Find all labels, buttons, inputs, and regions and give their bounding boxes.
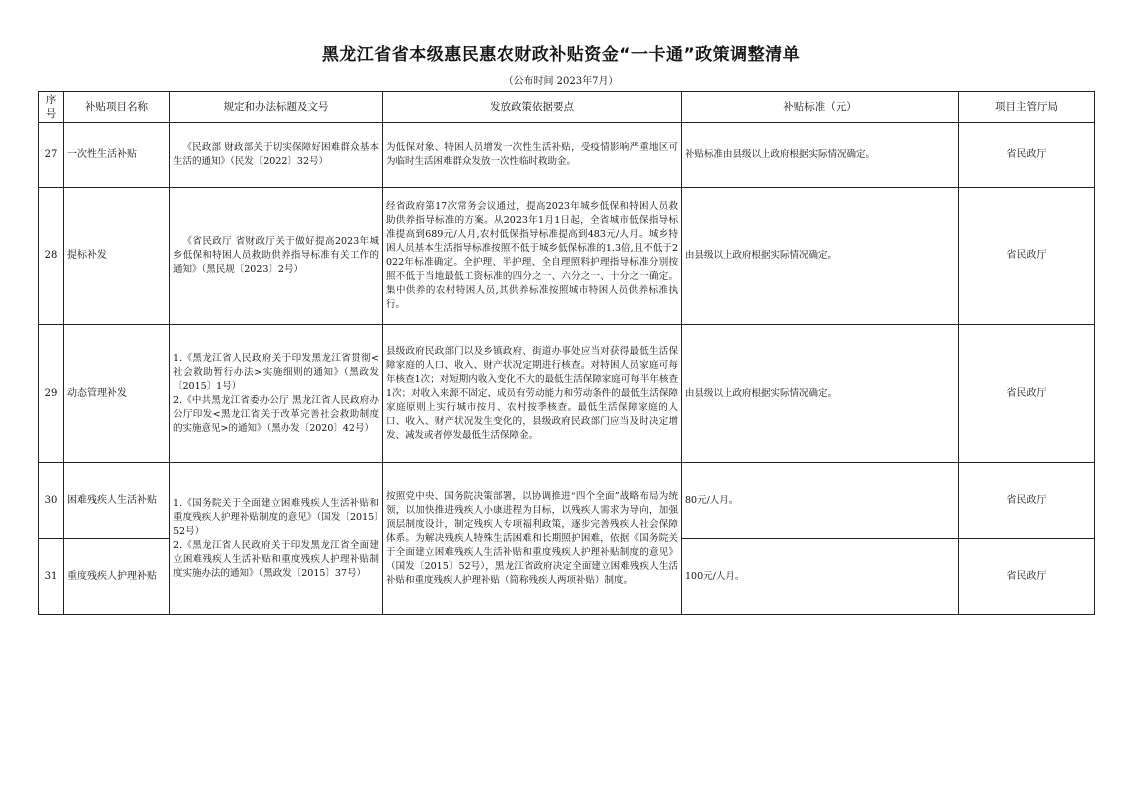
regulation-line: 1.《国务院关于全面建立困难残疾人生活补贴和重度残疾人护理补贴制度的意见》（国发〔2015〕52号）: [173, 497, 379, 537]
header-subsidy-item: 补贴项目名称: [64, 92, 170, 123]
row-regulation-title: [170, 325, 383, 463]
regulation-line: 2.《中共黑龙江省委办公厅 黑龙江省人民政府办公厅印发<黑龙江省关于改革完善社会救助制度的实施意见>的通知》（黑办发〔2020〕42号）: [173, 394, 379, 434]
row-policy-basis: 为低保对象、特困人员增发一次性生活补贴，受疫情影响严重地区可为临时生活困难群众发放一次性临时救助金。: [383, 123, 682, 188]
row-serial-no: 28: [39, 188, 64, 325]
header-department: 项目主管厅局: [959, 92, 1095, 123]
row-subsidy-item: 重度残疾人护理补贴: [64, 539, 170, 615]
row-regulation-title: [170, 463, 383, 615]
row-department: 省民政厅: [959, 123, 1095, 188]
regulation-line: 《省民政厅 省财政厅关于做好提高2023年城乡低保和特困人员救助供养指导标准有关工作的通知》（黑民规〔2023〕2号）: [173, 236, 379, 275]
regulation-line: 《民政部 财政部关于切实保障好困难群众基本生活的通知》（民发〔2022〕32号）: [173, 142, 379, 167]
row-policy-basis: 经省政府第17次常务会议通过，提高2023年城乡低保和特困人员救助供养指导标准的方案。从2023年1月1日起，全省城市低保指导标准提高到689元/人月,农村低保指导标准提高到483元/人月。城乡特困人员基本生活指导标准按照不低于城乡低保标准的1.3倍,且不低于2022年标准确定。全护理、半护理、全自理照料护理指导标准分别按照不低于当地最低工资标准的四分之一、六分之一、十分之一确定。集中供养的农村特困人员,其供养标准按照城市特困人员供养标准执行。: [383, 188, 682, 325]
table-row: [39, 188, 1095, 325]
table-row: [39, 123, 1095, 188]
row-policy-basis: 县级政府民政部门以及乡镇政府、街道办事处应当对获得最低生活保障家庭的人口、收入、财产状况定期进行核查。对特困人员家庭可每年核查1次；对短期内收入变化不大的最低生活保障家庭可每半年核查1次；对收入来源不固定、成员有劳动能力和劳动条件的最低生活保障家庭原则上实行城市按月、农村按季核查。最低生活保障家庭的人口、收入、财产状况发生变化的，县级政府民政部门应当及时决定增发、减发或者停发最低生活保障金。: [383, 325, 682, 463]
row-subsidy-standard: 80元/人月。: [682, 463, 959, 539]
header-regulation-title: 规定和办法标题及文号: [170, 92, 383, 123]
row-department: 省民政厅: [959, 325, 1095, 463]
row-serial-no: 29: [39, 325, 64, 463]
row-serial-no: 27: [39, 123, 64, 188]
regulation-line: 1.《黑龙江省人民政府关于印发黑龙江省贯彻<社会救助暂行办法>实施细则的通知》（黑政发〔2015〕1号）: [173, 352, 379, 392]
row-department: 省民政厅: [959, 539, 1095, 615]
table-row: [39, 463, 1095, 539]
row-subsidy-item: 一次性生活补贴: [64, 123, 170, 188]
row-regulation-title: [170, 123, 383, 188]
row-department: 省民政厅: [959, 188, 1095, 325]
row-subsidy-item: 困难残疾人生活补贴: [64, 463, 170, 539]
table-row: [39, 325, 1095, 463]
header-subsidy-standard: 补贴标准（元）: [682, 92, 959, 123]
table-header-row: [39, 92, 1095, 123]
header-serial-no: 序号: [39, 92, 64, 123]
row-subsidy-standard: 由县级以上政府根据实际情况确定。: [682, 188, 959, 325]
row-regulation-title: [170, 188, 383, 325]
row-subsidy-item: 提标补发: [64, 188, 170, 325]
row-serial-no: 31: [39, 539, 64, 615]
row-serial-no: 30: [39, 463, 64, 539]
row-subsidy-standard: 补贴标准由县级以上政府根据实际情况确定。: [682, 123, 959, 188]
header-policy-basis: 发放政策依据要点: [383, 92, 682, 123]
row-department: 省民政厅: [959, 463, 1095, 539]
page-title: 黑龙江省省本级惠民惠农财政补贴资金“一卡通”政策调整清单: [321, 45, 801, 65]
row-subsidy-standard: 由县级以上政府根据实际情况确定。: [682, 325, 959, 463]
policy-table: [38, 91, 1095, 615]
publish-date: （公布时间 2023年7月）: [503, 76, 619, 87]
row-subsidy-standard: 100元/人月。: [682, 539, 959, 615]
row-subsidy-item: 动态管理补发: [64, 325, 170, 463]
regulation-line: 2.《黑龙江省人民政府关于印发黑龙江省全面建立困难残疾人生活补贴和重度残疾人护理补贴制度实施办法的通知》（黑政发〔2015〕37号）: [173, 539, 379, 579]
row-policy-basis: 按照党中央、国务院决策部署，以协调推进“四个全面”战略布局为统领，以加快推进残疾人小康进程为目标，以残疾人需求为导向，加强顶层制度设计，制定残疾人专项福利政策，逐步完善残疾人社会保障体系。为解决残疾人特殊生活困难和长期照护困难，依据《国务院关于全面建立困难残疾人生活补贴和重度残疾人护理补贴制度的意见》（国发〔2015〕52号），黑龙江省政府决定全面建立困难残疾人生活补贴和重度残疾人护理补贴（简称残疾人两项补贴）制度。: [383, 463, 682, 615]
